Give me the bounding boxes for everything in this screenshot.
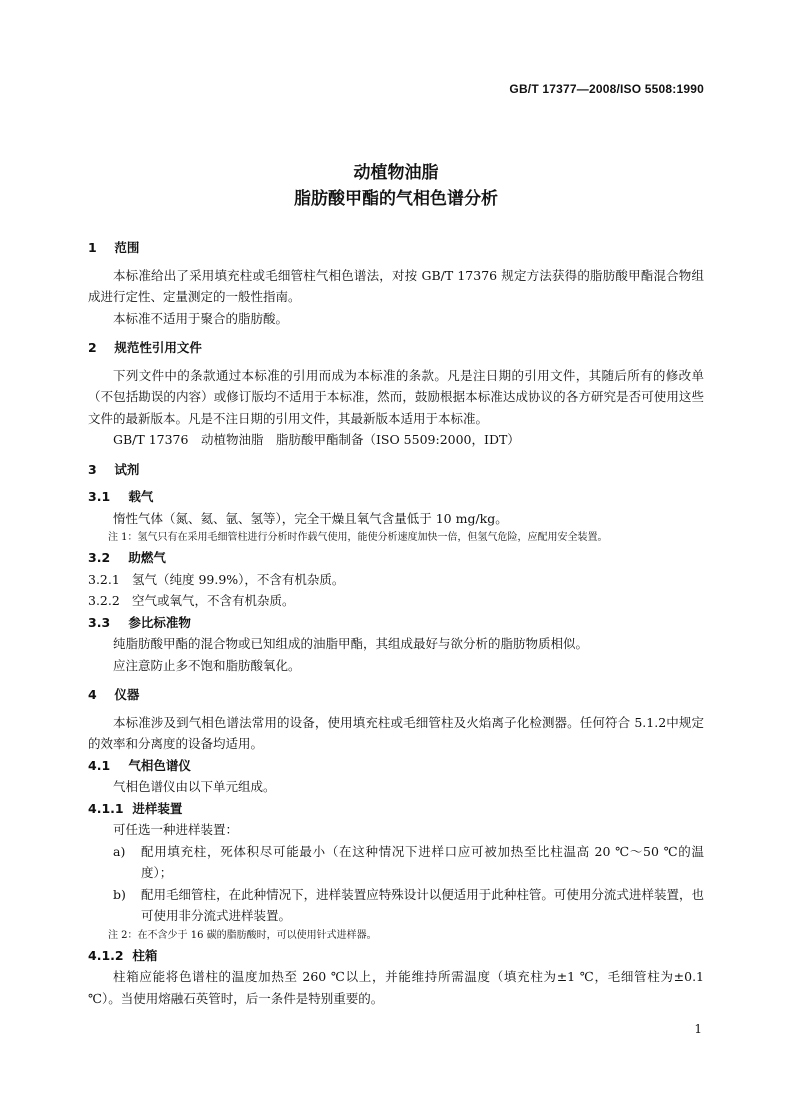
list-item: [88, 841, 704, 884]
subsection-title: 进样装置: [132, 800, 183, 816]
clause-text: 空气或氧气，不含有机杂质。: [131, 593, 295, 608]
subsection-4-1-1-heading: [88, 798, 704, 820]
section-number: 3: [88, 461, 97, 477]
standard-code: GB/T 17377—2008/ISO 5508:1990: [509, 82, 704, 96]
paragraph: 气相色谱仪由以下单元组成。: [113, 779, 276, 794]
list-marker: b): [113, 886, 126, 902]
note: 注 2：在不含少于 16 碳的脂肪酸时，可以使用针式进样器。: [108, 929, 377, 941]
page-number: 1: [694, 1022, 702, 1036]
section-1-heading: [88, 237, 704, 259]
paragraph: 本标准给出了采用填充柱或毛细管柱气相色谱法，对按 GB/T 17376 规定方法获得的脂肪酸甲酯混合物组成进行定性、定量测定的一般性指南。: [88, 267, 704, 304]
paragraph: 应注意防止多不饱和脂肪酸氧化。: [113, 657, 301, 673]
paragraph: 柱箱应能将色谱柱的温度加热至 260 ℃以上，并能维持所需温度（填充柱为±1 ℃，毛细管柱为±0.1 ℃）。当使用熔融石英管时，后一条件是特别重要的。: [88, 969, 704, 1006]
clause-number: 3.2.1: [88, 571, 120, 587]
clause-3-2-1: [88, 569, 704, 591]
subsection-number: 4.1.1: [88, 800, 124, 816]
note: 注 1：氢气只有在采用毛细管柱进行分析时作载气使用，能使分析速度加快一倍，但氢气危险，应配用安全装置。: [108, 532, 608, 543]
document-title-line2: 脂肪酸甲酯的气相色谱分析: [294, 189, 498, 209]
document-title-line1: 动植物油脂: [353, 163, 439, 183]
section-number: 2: [88, 340, 97, 355]
subsection-3-1-heading: [88, 486, 704, 508]
subsection-number: 4.1.2: [88, 947, 124, 963]
section-title: 范围: [114, 240, 140, 255]
section-2-heading: [88, 337, 704, 359]
subsection-4-1-heading: [88, 755, 704, 777]
paragraph: 下列文件中的条款通过本标准的引用而成为本标准的条款。凡是注日期的引用文件，其随后所有的修改单（不包括勘误的内容）或修订版均不适用于本标准，然而，鼓励根据本标准达成协议的各方研究是否可使用这些文件的最新版本。凡是不注日期的引用文件，其最新版本适用于本标准。: [88, 367, 704, 426]
paragraph: 本标准不适用于聚合的脂肪酸。: [113, 310, 289, 326]
paragraph: 本标准涉及到气相色谱法常用的设备，使用填充柱或毛细管柱及火焰离子化检测器。任何符合 5.1.2中规定的效率和分离度的设备均适用。: [88, 714, 704, 751]
subsection-3-3-heading: [88, 612, 704, 634]
section-title: 仪器: [114, 687, 140, 702]
list-item-text: 配用毛细管柱，在此种情况下，进样装置应特殊设计以便适用于此种柱管。可使用分流式进样装置，也可使用非分流式进样装置。: [141, 886, 704, 923]
section-number: 1: [88, 240, 97, 255]
section-title: 规范性引用文件: [114, 340, 202, 355]
subsection-number: 4.1: [88, 757, 111, 773]
section-number: 4: [88, 687, 97, 702]
subsection-title: 载气: [128, 489, 154, 504]
section-3-heading: [88, 459, 704, 481]
subsection-number: 3.1: [88, 489, 111, 504]
subsection-number: 3.3: [88, 614, 111, 630]
section-title: 试剂: [114, 461, 140, 477]
document-body: [88, 234, 704, 1009]
section-4-heading: [88, 684, 704, 706]
subsection-title: 参比标准物: [128, 614, 191, 630]
paragraph: 纯脂肪酸甲酯的混合物或已知组成的油脂甲酯，其组成最好与欲分析的脂肪物质相似。: [113, 636, 589, 651]
paragraph: 可任选一种进样装置：: [113, 822, 239, 837]
clause-3-2-2: [88, 590, 704, 612]
subsection-title: 助燃气: [128, 550, 166, 565]
list-marker: a): [113, 843, 126, 859]
normative-reference: GB/T 17376 动植物油脂 脂肪酸甲酯制备（ISO 5509:2000，IDT）: [113, 432, 520, 447]
subsection-title: 柱箱: [132, 947, 158, 963]
subsection-number: 3.2: [88, 550, 111, 565]
subsection-3-2-heading: [88, 547, 704, 569]
paragraph: 惰性气体（氮、氦、氩、氢等），完全干燥且氧气含量低于 10 mg/kg。: [113, 510, 508, 526]
subsection-title: 气相色谱仪: [128, 757, 191, 773]
list-item-text: 配用填充柱，死体积尽可能最小（在这种情况下进样口应可被加热至比柱温高 20 ℃～50 ℃的温度）；: [141, 843, 704, 880]
clause-text: 氢气（纯度 99.9%），不含有机杂质。: [131, 571, 345, 587]
subsection-4-1-2-heading: [88, 945, 704, 967]
clause-number: 3.2.2: [88, 593, 120, 608]
list-item: [88, 884, 704, 927]
